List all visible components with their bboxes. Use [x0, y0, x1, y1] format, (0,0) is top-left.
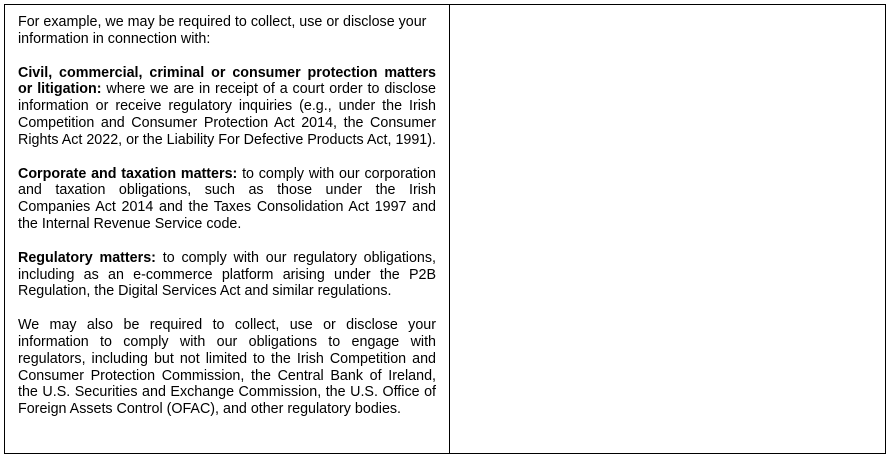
litigation-paragraph — [18, 65, 436, 149]
regulatory-text: to comply with our regulatory obligations, including as an e-commerce platform arising under the P2B Regulation, the Digital Services Act and similar regulations. — [18, 249, 436, 300]
regulatory-heading: Regulatory matters: — [18, 249, 156, 266]
litigation-text: where we are in receipt of a court order to disclose information or receive regulatory inquiries (e.g., under the Irish Competition and Consumer Protection Act 2014, the Consumer Rights Act 2022, or the Liability For Defective Products Act, 1991). — [18, 81, 436, 148]
corporate-paragraph — [18, 166, 436, 233]
table-cell-right — [450, 5, 885, 453]
document-table — [4, 4, 886, 454]
intro-paragraph — [18, 14, 436, 48]
litigation-heading: Civil, commercial, criminal or consumer protection matters or litigation: — [18, 64, 436, 98]
regulators-text: We may also be required to collect, use or disclose your information to comply with our obligations to engage with regulators, including but not limited to the Irish Competition and Consumer Protection Commission, the Central Bank of Ireland, the U.S. Securities and Exchange Commission, the U.S. Office of Foreign Assets Control (OFAC), and other regulatory bodies. — [18, 317, 436, 418]
table-cell-left — [5, 5, 450, 453]
regulators-paragraph — [18, 317, 436, 418]
corporate-text: to comply with our corporation and taxation obligations, such as those under the Irish Companies Act 2014 and the Taxes Consolidation Act 1997 and the Internal Revenue Service code. — [18, 165, 436, 232]
regulatory-paragraph — [18, 250, 436, 300]
corporate-heading: Corporate and taxation matters: — [18, 165, 238, 182]
intro-text: For example, we may be required to collect, use or disclose your information in connection with: — [18, 14, 427, 47]
